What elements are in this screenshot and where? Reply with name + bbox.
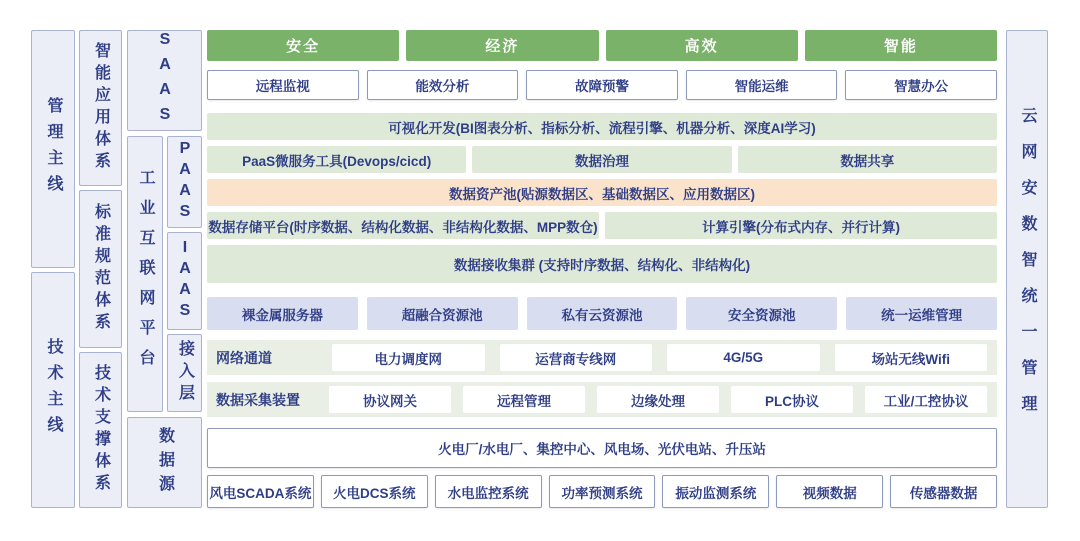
layer-access [167,334,202,412]
network-channel-row [207,340,997,375]
data-sharing-box: 数据共享 [738,146,997,173]
goal-box-intelligence: 智能 [805,30,997,61]
unified-ops-box: 统一运维管理 [846,297,997,330]
wind-scada-box: 风电SCADA系统 [207,475,314,508]
plc-protocol-box: PLC协议 [731,386,853,413]
rail-unified-management-label: 云网安数智统一管理 [1019,107,1036,431]
carrier-line-net-box: 运营商专线网 [500,344,653,371]
rail-technical-support-system [79,352,122,508]
power-dispatch-net-box: 电力调度网 [332,344,485,371]
data-asset-pool-row [207,179,997,206]
visual-dev-box: 可视化开发(BI图表分析、指标分析、流程引擎、机器分析、深度AI学习) [207,113,997,140]
rail-standard-specification-system-label: 标准规范体系 [92,203,110,335]
paas-microservice-tools-box: PaaS微服务工具(Devops/cicd) [207,146,466,173]
4g-5g-box: 4G/5G [667,344,820,371]
rail-standard-specification-system [79,190,122,348]
layer-paas-label: PAAS [176,140,194,224]
remote-management-box: 远程管理 [463,386,585,413]
layer-iaas [167,232,202,330]
bare-metal-server-box: 裸金属服务器 [207,297,358,330]
data-receive-cluster-box: 数据接收集群 (支持时序数据、结构化、非结构化) [207,245,997,283]
hydro-monitoring-box: 水电监控系统 [435,475,542,508]
station-wifi-box: 场站无线Wifi [835,344,988,371]
data-collection-row [207,382,997,417]
rail-technology-mainline [31,272,75,508]
rail-unified-management [1006,30,1048,508]
private-cloud-pool-box: 私有云资源池 [527,297,678,330]
source-systems-row [207,475,997,508]
network-channel-label: 网络通道 [216,349,272,366]
layer-iaas-label: IAAS [176,239,194,323]
goal-box-efficiency: 高效 [606,30,798,61]
edge-processing-box: 边缘处理 [597,386,719,413]
app-box-smart-office: 智慧办公 [845,70,997,100]
iaas-resources-row [207,297,997,330]
rail-intelligent-application-system-label: 智能应用体系 [92,42,110,174]
plants-row [207,428,997,468]
hyperconverged-pool-box: 超融合资源池 [367,297,518,330]
applications-row [207,70,997,100]
layer-data-source-label: 数据源 [156,426,174,499]
layer-industrial-internet-platform [127,136,163,412]
layer-data-source [127,417,202,508]
layer-paas [167,136,202,228]
rail-technical-support-system-label: 技术支撑体系 [92,364,110,496]
paas-tools-row [207,146,997,173]
industrial-protocol-box: 工业/工控协议 [865,386,987,413]
vibration-monitoring-box: 振动监测系统 [662,475,769,508]
rail-management-mainline-label: 管理主线 [45,97,62,201]
app-box-remote-monitoring: 远程监视 [207,70,359,100]
protocol-gateway-box: 协议网关 [329,386,451,413]
rail-management-mainline [31,30,75,268]
security-pool-box: 安全资源池 [686,297,837,330]
layer-saas [127,30,202,131]
data-collection-label: 数据采集装置 [216,391,300,408]
goals-row [207,30,997,61]
receive-cluster-row [207,245,997,283]
thermal-dcs-box: 火电DCS系统 [321,475,428,508]
data-storage-platform-box: 数据存储平台(时序数据、结构化数据、非结构化数据、MPP数仓) [207,212,599,239]
storage-compute-row [207,212,997,239]
layer-saas-label: SAAS [156,30,174,131]
rail-intelligent-application-system [79,30,122,186]
app-box-energy-analysis: 能效分析 [367,70,519,100]
plants-box: 火电厂/水电厂、集控中心、风电场、光伏电站、升压站 [207,428,997,468]
video-data-box: 视频数据 [776,475,883,508]
goal-box-economy: 经济 [406,30,598,61]
sensor-data-box: 传感器数据 [890,475,997,508]
rail-technology-mainline-label: 技术主线 [45,338,62,442]
power-forecast-box: 功率预测系统 [549,475,656,508]
app-box-intelligent-ops: 智能运维 [686,70,838,100]
layer-access-label: 接入层 [176,340,194,406]
layer-industrial-internet-platform-label: 工业互联网平台 [137,169,154,379]
compute-engine-box: 计算引擎(分布式内存、并行计算) [605,212,997,239]
data-asset-pool-box: 数据资产池(贴源数据区、基础数据区、应用数据区) [207,179,997,206]
visual-dev-row [207,113,997,140]
data-governance-box: 数据治理 [472,146,731,173]
goal-box-security: 安全 [207,30,399,61]
app-box-fault-warning: 故障预警 [526,70,678,100]
